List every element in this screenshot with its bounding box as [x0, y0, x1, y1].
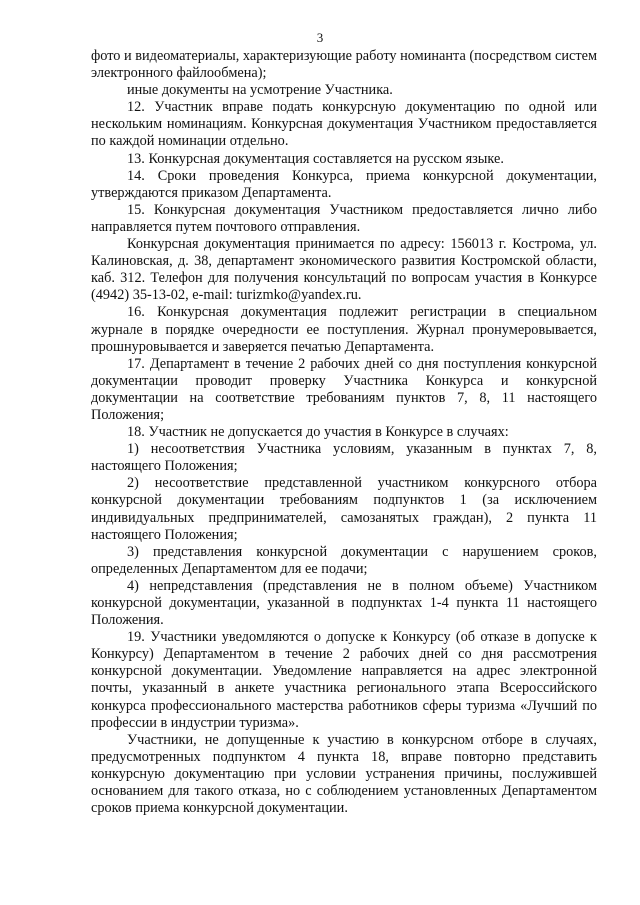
- paragraph-item-18-sub-2: 2) несоответствие представленной участником конкурсного отбора конкурсной документации требованиям подпунктов 1 (за исключением индивидуальных предпринимателей, самозанятых граждан), 2 пункта 11 настоящего Положения;: [91, 475, 597, 543]
- paragraph-item-18-sub-3: 3) представления конкурсной документации с нарушением сроков, определенных Департаментом для ее подачи;: [91, 543, 597, 577]
- paragraph-item-15: 15. Конкурсная документация Участником предоставляется лично либо направляется путем почтового отправления.: [91, 201, 597, 235]
- paragraph-item-12: 12. Участник вправе подать конкурсную документацию по одной или нескольким номинациям. Конкурсная документация Участником предоставляется по каждой номинации отдельно.: [91, 99, 597, 150]
- document-body: [91, 48, 597, 817]
- paragraph-other-documents: иные документы на усмотрение Участника.: [127, 82, 393, 99]
- paragraph-item-19: 19. Участники уведомляются о допуске к Конкурсу (об отказе в допуске к Конкурсу) Департаментом в течение 2 рабочих дней со дня рассмотрения конкурсной документации. Уведомление направляется на адрес электронной почты, указанный в анкете участника регионального этапа Всероссийского конкурса профессионального мастерства работников сферы туризма «Лучший по профессии в индустрии туризма».: [91, 629, 597, 731]
- paragraph-item-13: 13. Конкурсная документация составляется на русском языке.: [127, 150, 504, 167]
- paragraph-item-16: 16. Конкурсная документация подлежит регистрации в специальном журнале в порядке очередности ее поступления. Журнал пронумеровывается, прошнуровывается и заверяется печатью Департамента.: [91, 304, 597, 355]
- paragraph-media-materials: фото и видеоматериалы, характеризующие работу номинанта (посредством систем электронного файлообмена);: [91, 48, 597, 82]
- paragraph-item-18-sub-1: 1) несоответствия Участника условиям, указанным в пунктах 7, 8, настоящего Положения;: [91, 441, 597, 475]
- page-number: 3: [316, 30, 324, 45]
- paragraph-item-17: 17. Департамент в течение 2 рабочих дней со дня поступления конкурсной документации проводит проверку Участника Конкурса и конкурсной документации на соответствие требованиям пунктов 7, 8, 11 настоящего Положения;: [91, 355, 597, 423]
- paragraph-item-18-sub-4: 4) непредставления (представления не в полном объеме) Участником конкурсной документации, указанной в подпунктах 1-4 пункта 11 настоящего Положения.: [91, 577, 597, 629]
- paragraph-address-contacts: Конкурсная документация принимается по адресу: 156013 г. Кострома, ул. Калиновская, д. 38, департамент экономического развития Костромской области, каб. 312. Телефон для получения консультаций по вопросам участия в Конкурсе (4942) 35-13-02, e-mail: turizmko@yandex.ru.: [91, 236, 597, 304]
- paragraph-item-18: 18. Участник не допускается до участия в Конкурсе в случаях:: [127, 424, 509, 441]
- paragraph-resubmission: Участники, не допущенные к участию в конкурсном отборе в случаях, предусмотренных подпунктом 4 пункта 18, вправе повторно представить конкурсную документацию при условии устранения причины, послужившей основанием для такого отказа, но с соблюдением установленных Департаментом сроков приема конкурсной документации.: [91, 731, 597, 817]
- paragraph-item-14: 14. Сроки проведения Конкурса, приема конкурсной документации, утверждаются приказом Департамента.: [91, 167, 597, 201]
